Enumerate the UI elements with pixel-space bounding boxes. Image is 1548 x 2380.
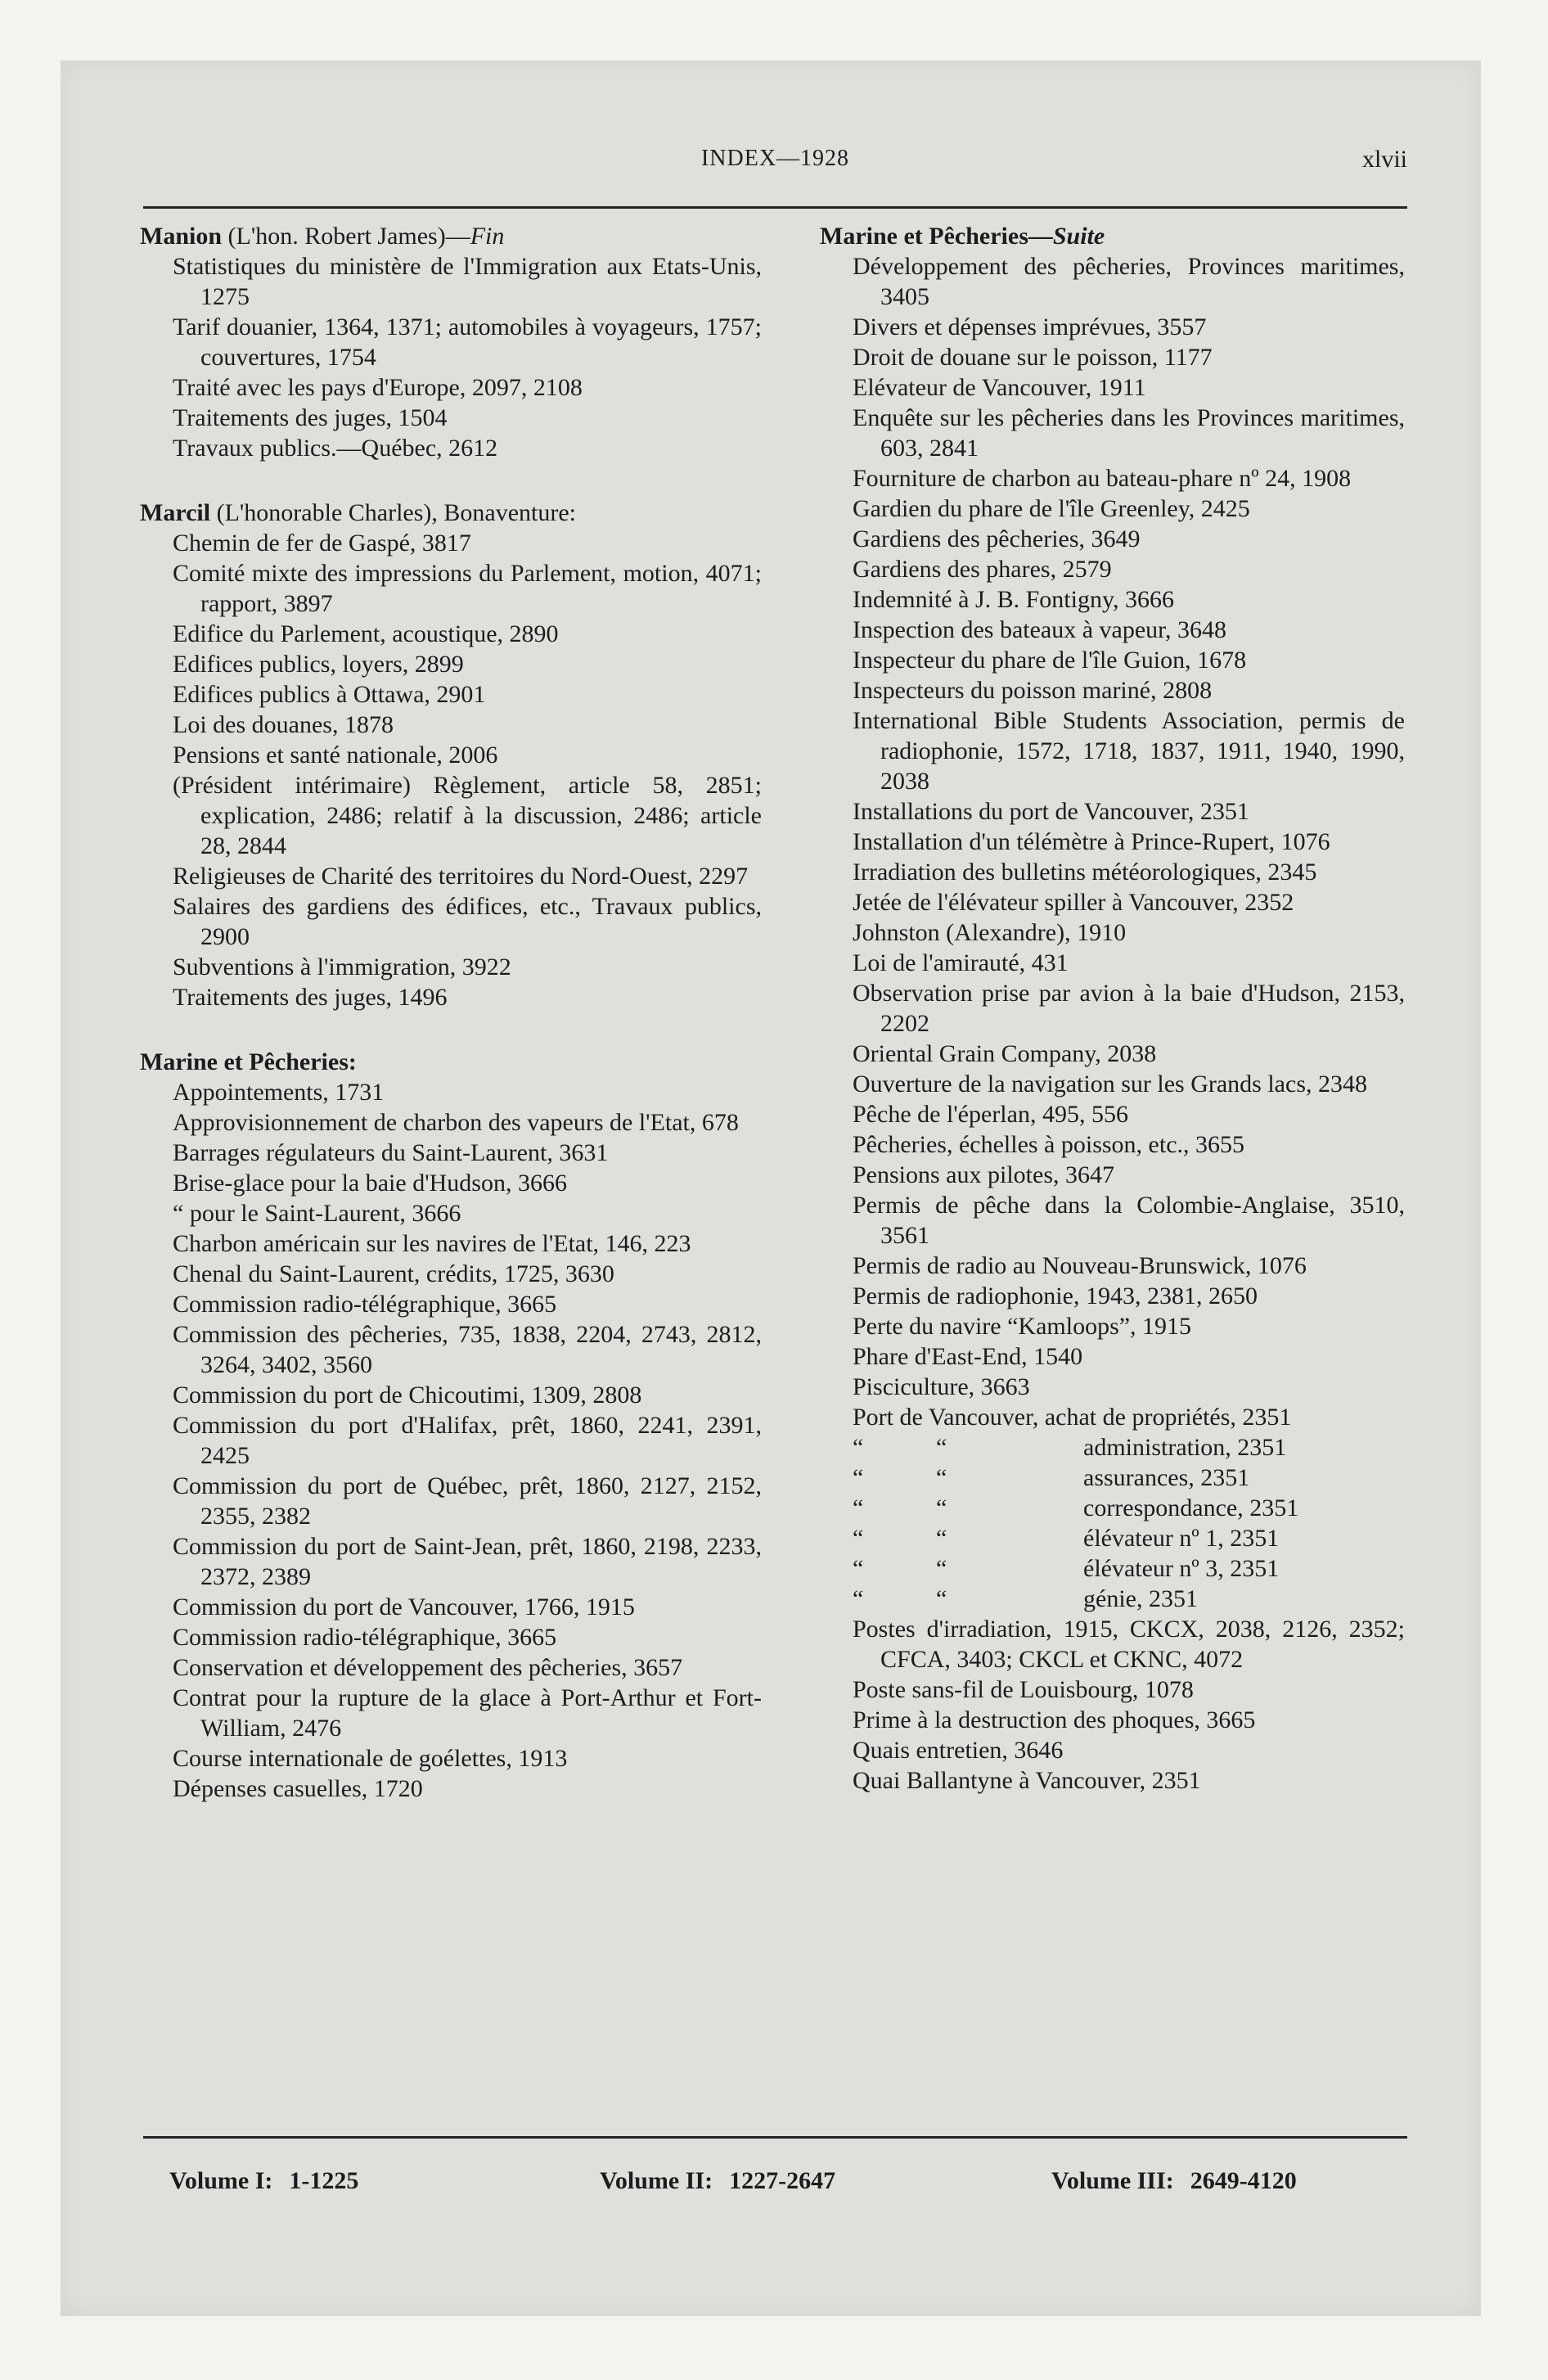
index-entry: Commission des pêcheries, 735, 1838, 2204, 2743, 2812, 3264, 3402, 3560	[173, 1321, 762, 1378]
index-entry: “ pour le Saint-Laurent, 3666	[173, 1200, 461, 1227]
ditto-entry	[820, 1584, 1405, 1614]
index-entry: Ouverture de la navigation sur les Grands lacs, 2348	[853, 1071, 1367, 1098]
index-entry: Permis de radiophonie, 1943, 2381, 2650	[853, 1282, 1258, 1309]
index-entry: Conservation et développement des pêcheries, 3657	[173, 1654, 683, 1681]
index-entry: Approvisionnement de charbon des vapeurs de l'Etat, 678	[173, 1109, 739, 1136]
ditto-entry	[820, 1493, 1405, 1523]
ditto-entry	[820, 1523, 1405, 1553]
ditto-mark: “	[853, 1464, 864, 1491]
heading-name: Marine et Pêcheries:	[140, 1048, 357, 1075]
index-entry: Chenal du Saint-Laurent, crédits, 1725, 3630	[173, 1260, 614, 1287]
index-entry: Irradiation des bulletins météorologiques, 2345	[853, 859, 1317, 886]
index-entry: Pensions et santé nationale, 2006	[173, 741, 498, 769]
index-entry: Divers et dépenses imprévues, 3557	[853, 313, 1207, 340]
index-entry: Brise-glace pour la baie d'Hudson, 3666	[173, 1170, 567, 1197]
index-entry: Loi des douanes, 1878	[173, 711, 394, 738]
section-heading	[140, 1047, 762, 1077]
index-entry: Charbon américain sur les navires de l'Etat, 146, 223	[173, 1230, 691, 1257]
right-column	[820, 221, 1405, 1796]
ditto-mark: “	[853, 1555, 864, 1582]
index-entry: Inspecteurs du poisson mariné, 2808	[853, 677, 1213, 704]
heading-suffix: Suite	[1052, 223, 1105, 250]
index-entry: Traité avec les pays d'Europe, 2097, 2108	[173, 374, 583, 401]
index-entry: Course internationale de goélettes, 1913	[173, 1745, 568, 1772]
section-heading	[820, 221, 1405, 251]
index-entry: Jetée de l'élévateur spiller à Vancouver, 2352	[853, 889, 1294, 916]
index-entry: Pêcheries, échelles à poisson, etc., 3655	[853, 1131, 1245, 1158]
volume-range: 2649-4120	[1190, 2167, 1297, 2194]
index-entry: Edifice du Parlement, acoustique, 2890	[173, 620, 559, 647]
index-entry: Religieuses de Charité des territoires du Nord-Ouest, 2297	[173, 863, 749, 890]
ditto-text: élévateur nº 1, 2351	[1083, 1525, 1280, 1552]
ditto-entry	[820, 1432, 1405, 1463]
index-entry: Gardien du phare de l'île Greenley, 2425	[853, 495, 1250, 522]
index-entry: Commission du port de Chicoutimi, 1309, 2808	[173, 1382, 642, 1409]
index-entry: Statistiques du ministère de l'Immigration aux Etats-Unis, 1275	[173, 253, 762, 310]
ditto-entry	[820, 1463, 1405, 1493]
index-entry: Permis de pêche dans la Colombie-Anglaise, 3510, 3561	[853, 1192, 1405, 1249]
ditto-mark: “	[936, 1434, 947, 1461]
index-entry: Inspecteur du phare de l'île Guion, 1678	[853, 647, 1247, 674]
ditto-text: correspondance, 2351	[1083, 1494, 1299, 1521]
index-entry: Indemnité à J. B. Fontigny, 3666	[853, 586, 1175, 613]
index-entry: Perte du navire “Kamloops”, 1915	[853, 1313, 1192, 1340]
index-entry: Tarif douanier, 1364, 1371; automobiles à voyageurs, 1757; couvertures, 1754	[173, 313, 762, 371]
index-entry: Barrages régulateurs du Saint-Laurent, 3631	[173, 1139, 609, 1166]
heading-rest: (L'hon. Robert James)—	[222, 223, 470, 250]
index-entry: Johnston (Alexandre), 1910	[853, 919, 1127, 946]
index-entry: Port de Vancouver, achat de propriétés, 2351	[853, 1404, 1292, 1431]
ditto-mark: “	[853, 1585, 864, 1612]
ditto-text: élévateur nº 3, 2351	[1083, 1555, 1280, 1582]
left-column	[140, 221, 762, 1804]
index-entry: Chemin de fer de Gaspé, 3817	[173, 530, 471, 557]
page-header	[143, 141, 1407, 182]
volume-label: Volume I:	[169, 2167, 273, 2194]
volume-3	[1051, 2167, 1297, 2195]
heading-name: Marcil	[140, 499, 211, 526]
ditto-mark: “	[936, 1494, 947, 1521]
volume-label: Volume III:	[1051, 2167, 1174, 2194]
index-entry: Contrat pour la rupture de la glace à Port-Arthur et Fort-William, 2476	[173, 1684, 762, 1742]
section-heading	[140, 221, 762, 251]
index-entry: Travaux publics.—Québec, 2612	[173, 435, 498, 462]
index-entry: Poste sans-fil de Louisbourg, 1078	[853, 1676, 1194, 1703]
ditto-mark: “	[853, 1434, 864, 1461]
ditto-mark: “	[936, 1525, 947, 1552]
index-entry: Commission du port d'Halifax, prêt, 1860, 2241, 2391, 2425	[173, 1412, 762, 1469]
index-entry: Salaires des gardiens des édifices, etc., Travaux publics, 2900	[173, 893, 762, 950]
page-number: xlvii	[1361, 146, 1407, 173]
index-entry: Pisciculture, 3663	[853, 1373, 1030, 1400]
ditto-mark: “	[853, 1525, 864, 1552]
ditto-text: génie, 2351	[1083, 1585, 1198, 1612]
index-entry: Postes d'irradiation, 1915, CKCX, 2038, 2126, 2352; CFCA, 3403; CKCL et CKNC, 4072	[853, 1616, 1405, 1673]
index-entry: Appointements, 1731	[173, 1079, 385, 1106]
index-entry: Quai Ballantyne à Vancouver, 2351	[853, 1767, 1201, 1794]
volume-range: 1-1225	[289, 2167, 359, 2194]
index-entry: Pêche de l'éperlan, 495, 556	[853, 1101, 1128, 1128]
section-heading	[140, 498, 762, 528]
index-entry: Phare d'East-End, 1540	[853, 1343, 1083, 1370]
index-entry: Quais entretien, 3646	[853, 1737, 1064, 1764]
index-entry: Commission du port de Québec, prêt, 1860, 2127, 2152, 2355, 2382	[173, 1472, 762, 1530]
index-entry: Installation d'un télémètre à Prince-Rupert, 1076	[853, 828, 1330, 855]
volume-label: Volume II:	[600, 2167, 713, 2194]
volume-footer	[143, 2167, 1407, 2203]
volume-range: 1227-2647	[729, 2167, 836, 2194]
index-entry: Subventions à l'immigration, 3922	[173, 953, 511, 980]
index-entry: Observation prise par avion à la baie d'Hudson, 2153, 2202	[853, 980, 1405, 1037]
index-entry: Loi de l'amirauté, 431	[853, 949, 1069, 976]
index-entry: Permis de radio au Nouveau-Brunswick, 1076	[853, 1252, 1307, 1279]
index-entry: Commission radio-télégraphique, 3665	[173, 1291, 557, 1318]
index-entry: Comité mixte des impressions du Parlement, motion, 4071; rapport, 3897	[173, 560, 762, 617]
index-entry: Edifices publics à Ottawa, 2901	[173, 681, 486, 708]
index-entry: Installations du port de Vancouver, 2351	[853, 798, 1249, 825]
index-entry: Enquête sur les pêcheries dans les Provinces maritimes, 603, 2841	[853, 404, 1405, 462]
index-entry: Dépenses casuelles, 1720	[173, 1775, 423, 1802]
ditto-mark: “	[936, 1585, 947, 1612]
heading-name: Manion	[140, 223, 223, 250]
volume-1	[169, 2167, 358, 2195]
ditto-mark: “	[936, 1555, 947, 1582]
index-entry: Traitements des juges, 1496	[173, 984, 448, 1011]
index-entry: Fourniture de charbon au bateau-phare nº 24, 1908	[853, 465, 1352, 492]
index-entry: Elévateur de Vancouver, 1911	[853, 374, 1146, 401]
ditto-text: assurances, 2351	[1083, 1464, 1250, 1491]
index-entry: Gardiens des pêcheries, 3649	[853, 525, 1141, 552]
volume-2	[600, 2167, 835, 2195]
ditto-entry	[820, 1553, 1405, 1584]
index-entry: Commission radio-télégraphique, 3665	[173, 1624, 557, 1651]
ditto-mark: “	[936, 1464, 947, 1491]
heading-rest: (L'honorable Charles), Bonaventure:	[210, 499, 577, 526]
index-entry: Edifices publics, loyers, 2899	[173, 651, 464, 678]
footer-rule	[143, 2136, 1407, 2139]
index-entry: Gardiens des phares, 2579	[853, 556, 1112, 583]
index-entry: International Bible Students Association, permis de radiophonie, 1572, 1718, 1837, 1911, 1940, 1990, 2038	[853, 707, 1405, 795]
ditto-mark: “	[853, 1494, 864, 1521]
index-entry: Commission du port de Vancouver, 1766, 1915	[173, 1593, 635, 1620]
heading-text: Marine et Pêcheries—	[820, 223, 1053, 250]
index-entry: (Président intérimaire) Règlement, article 58, 2851; explication, 2486; relatif à la discussion, 2486; article 28, 2844	[173, 772, 762, 859]
index-entry: Traitements des juges, 1504	[173, 404, 448, 431]
heading-suffix: Fin	[470, 223, 505, 250]
index-entry: Pensions aux pilotes, 3647	[853, 1161, 1114, 1188]
ditto-text: administration, 2351	[1083, 1434, 1287, 1461]
index-entry: Développement des pêcheries, Provinces maritimes, 3405	[853, 253, 1405, 310]
running-title: INDEX—1928	[700, 146, 850, 171]
index-entry: Droit de douane sur le poisson, 1177	[853, 344, 1213, 371]
index-entry: Oriental Grain Company, 2038	[853, 1040, 1157, 1067]
index-entry: Inspection des bateaux à vapeur, 3648	[853, 616, 1226, 643]
index-entry: Prime à la destruction des phoques, 3665	[853, 1706, 1256, 1733]
index-entry: Commission du port de Saint-Jean, prêt, 1860, 2198, 2233, 2372, 2389	[173, 1533, 762, 1590]
header-rule	[143, 206, 1407, 209]
